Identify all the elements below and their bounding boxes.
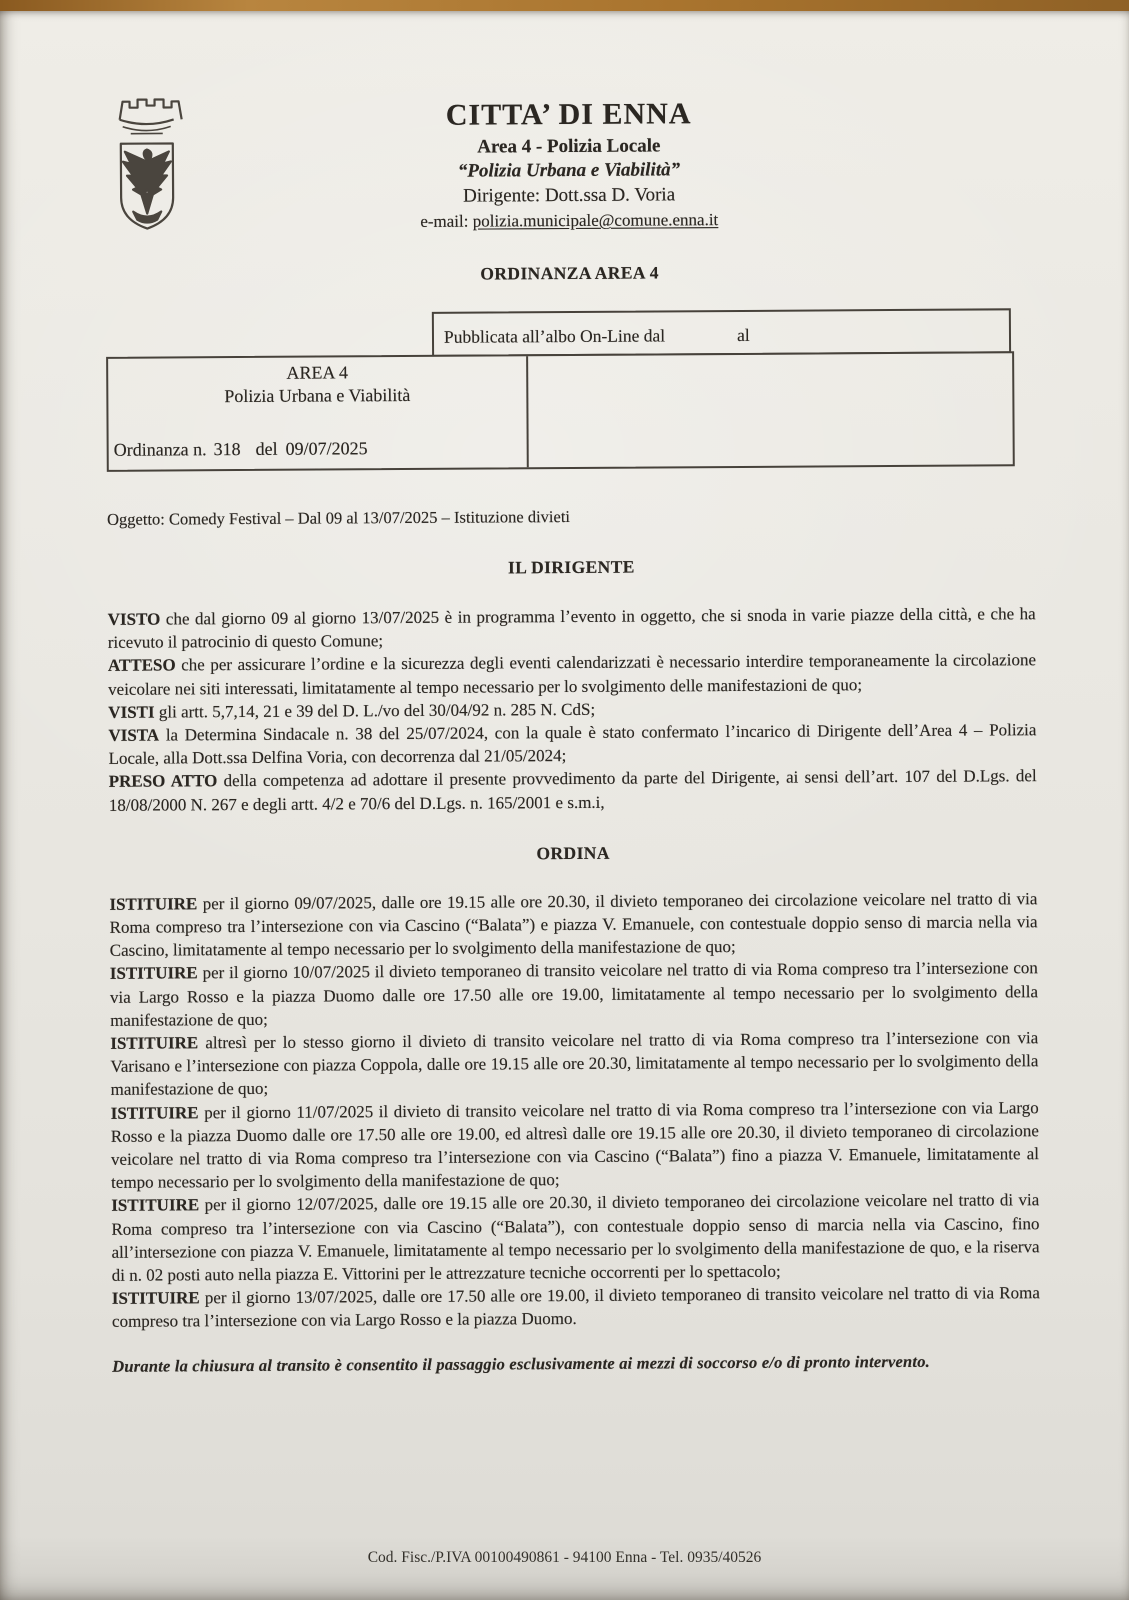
order-paragraph xyxy=(110,1026,1038,1101)
enna-coat-of-arms-icon xyxy=(106,93,187,243)
publication-label: Pubblicata all’albo On-Line dal xyxy=(443,325,666,347)
order-paragraph xyxy=(111,1096,1040,1194)
footer-line: Cod. Fisc./P.IVA 00100490861 - 94100 Enna - Tel. 0935/40526 xyxy=(367,1549,762,1566)
document-page xyxy=(0,11,1129,1600)
order-keyword: ISTITUIRE xyxy=(110,1102,199,1123)
area-box-right-cell xyxy=(528,353,1013,467)
email-address: polizia.municipale@comune.enna.it xyxy=(472,210,719,231)
premise-paragraph xyxy=(108,602,1036,654)
orders-section xyxy=(109,887,1040,1334)
document-content xyxy=(104,8,1040,1376)
premise-paragraph xyxy=(108,649,1036,701)
premise-keyword: VISTI xyxy=(108,702,155,722)
order-text: per il giorno 11/07/2025 il divieto di transito veicolare nel tratto di via Roma compreso tra l’intersezione con via Largo Rosso e la piazza Duomo dalle ore 17.50 alle ore 19.00, ed altresì dalle ore 19.15 alle ore 20.30, il divieto temporaneo di circolazione veicolare nel tratto di via Roma compreso tra l’intersezione con via Cascino (“Balata”) fino a piazza V. Emanuele, limitatamente al tempo necessario per lo svolgimento della manifestazione de quo; xyxy=(110,1097,1040,1193)
publication-al-label: al xyxy=(737,324,750,345)
premise-text: che dal giorno 09 al giorno 13/07/2025 è in programma l’evento in oggetto, che si snoda in varie piazze della città, e che ha ricevuto il patrocinio di questo Comune; xyxy=(107,604,1036,653)
dirigente-heading: IL DIRIGENTE xyxy=(507,556,635,578)
premise-keyword: PRESO ATTO xyxy=(108,771,218,792)
order-keyword: ISTITUIRE xyxy=(109,963,198,984)
premise-paragraph xyxy=(109,765,1037,817)
department-subtitle: “Polizia Urbana e Viabilità” xyxy=(457,159,681,182)
area-box-department-label: Polizia Urbana e Viabilità xyxy=(224,384,411,407)
publication-box xyxy=(432,308,1011,356)
closing-note: Durante la chiusura al transito è consentito il passaggio esclusivamente ai mezzi di soccorso e/o di pronto intervento. xyxy=(112,1351,931,1376)
order-text: per il giorno 10/07/2025 il divieto temporaneo di transito veicolare nel tratto di via Roma compreso tra l’intersezione con via Largo Rosso e la piazza Duomo dalle ore 17.50 alle ore 19.00, limitatamente al tempo necessario per lo svolgimento della manifestazione de quo; xyxy=(109,958,1039,1030)
area-subtitle: Area 4 - Polizia Locale xyxy=(477,135,661,158)
city-title: CITTA’ DI ENNA xyxy=(445,97,692,132)
ordinance-date: 09/07/2025 xyxy=(285,438,368,459)
order-keyword: ISTITUIRE xyxy=(111,1288,200,1309)
order-paragraph xyxy=(112,1281,1040,1333)
ordinance-number: 318 xyxy=(213,439,241,460)
ordinance-number-label: Ordinanza n. xyxy=(113,439,207,460)
area-box-area-label: AREA 4 xyxy=(286,362,349,383)
ordina-heading: ORDINA xyxy=(536,842,610,864)
order-text: altresì per lo stesso giorno il divieto di transito veicolare nel tratto di via Roma compreso tra l’intersezione con via Varisano e l’intersezione con piazza Coppola, dalle ore 19.15 alle ore 20.30, limitatamente al tempo necessario per lo svolgimento della manifestazione de quo; xyxy=(110,1028,1039,1100)
premise-keyword: VISTA xyxy=(108,725,160,745)
subject-line: Oggetto: Comedy Festival – Dal 09 al 13/07/2025 – Istituzione divieti xyxy=(107,506,571,529)
premises-section xyxy=(108,602,1037,816)
ordinance-title: ORDINANZA AREA 4 xyxy=(480,262,659,284)
ordinance-number-line xyxy=(114,438,368,461)
order-paragraph xyxy=(111,1189,1040,1287)
order-text: per il giorno 09/07/2025, dalle ore 19.15 alle ore 20.30, il divieto temporaneo dei circolazione veicolare nel tratto di via Roma compreso tra l’intersezione con via Cascino (“Balata”) e piazza V. Emanuele, con contestuale doppio senso di marcia nella via Cascino, limitatamente al tempo necessario per lo svolgimento della manifestazione de quo; xyxy=(109,888,1038,961)
order-paragraph xyxy=(109,887,1037,962)
premise-text: gli artt. 5,7,14, 21 e 39 del D. L./vo del 30/04/92 n. 285 N. CdS; xyxy=(154,699,596,722)
area-box-left-cell xyxy=(108,356,529,470)
order-text: per il giorno 13/07/2025, dalle ore 17.50 alle ore 19.00, il divieto temporaneo di transito veicolare nel tratto di via Roma compreso tra l’intersezione con via Largo Rosso e la piazza Duomo. xyxy=(111,1283,1040,1332)
order-keyword: ISTITUIRE xyxy=(110,1033,199,1053)
premise-text: della competenza ad adottare il presente provvedimento da parte del Dirigente, ai sensi dell’art. 107 del D.Lgs. del 18/08/2000 N. 267 e degli artt. 4/2 e 70/6 del D.Lgs. n. 165/2001 e s.m.i, xyxy=(108,766,1037,815)
premise-text: la Determina Sindacale n. 38 del 25/07/2024, con la quale è stato confermato l’incarico di Dirigente dell’Area 4 – Polizia Locale, alla Dott.ssa Delfina Voria, con decorrenza dal 21/05/2024; xyxy=(108,720,1037,769)
order-keyword: ISTITUIRE xyxy=(111,1195,200,1216)
premise-paragraph xyxy=(108,718,1036,770)
email-line xyxy=(105,205,1033,236)
letterhead-text xyxy=(105,94,1034,236)
director-line: Dirigente: Dott.ssa D. Voria xyxy=(463,184,676,207)
email-label: e-mail: xyxy=(420,211,473,231)
order-paragraph xyxy=(110,957,1038,1032)
area-info-box xyxy=(106,351,1015,472)
premise-text: che per assicurare l’ordine e la sicurezza degli eventi calendarizzati è necessario interdire temporaneamente la circolazione veicolare nei siti interessati, limitatamente al tempo necessario per lo svolgimento delle manifestazioni de quo; xyxy=(108,650,1037,699)
order-keyword: ISTITUIRE xyxy=(109,894,198,914)
letterhead xyxy=(104,8,1033,236)
ordinance-date-label: del xyxy=(255,438,278,459)
premise-keyword: VISTO xyxy=(107,609,161,629)
premise-keyword: ATTESO xyxy=(107,655,176,676)
ordinance-boxes xyxy=(106,308,1035,472)
order-text: per il giorno 12/07/2025, dalle ore 19.15 alle ore 20.30, il divieto temporaneo dei circolazione veicolare nel tratto di via Roma compreso tra l’intersezione con via Cascino (“Balata”), con contestuale doppio senso di marcia nella via Cascino, fino all’intersezione con piazza V. Emanuele, limitatamente al tempo necessario per lo svolgimento della manifestazione de quo, e la riserva di n. 02 posti auto nella piazza E. Vittorini per le attrezzature tecniche occorrenti per lo spettacolo; xyxy=(111,1190,1040,1285)
